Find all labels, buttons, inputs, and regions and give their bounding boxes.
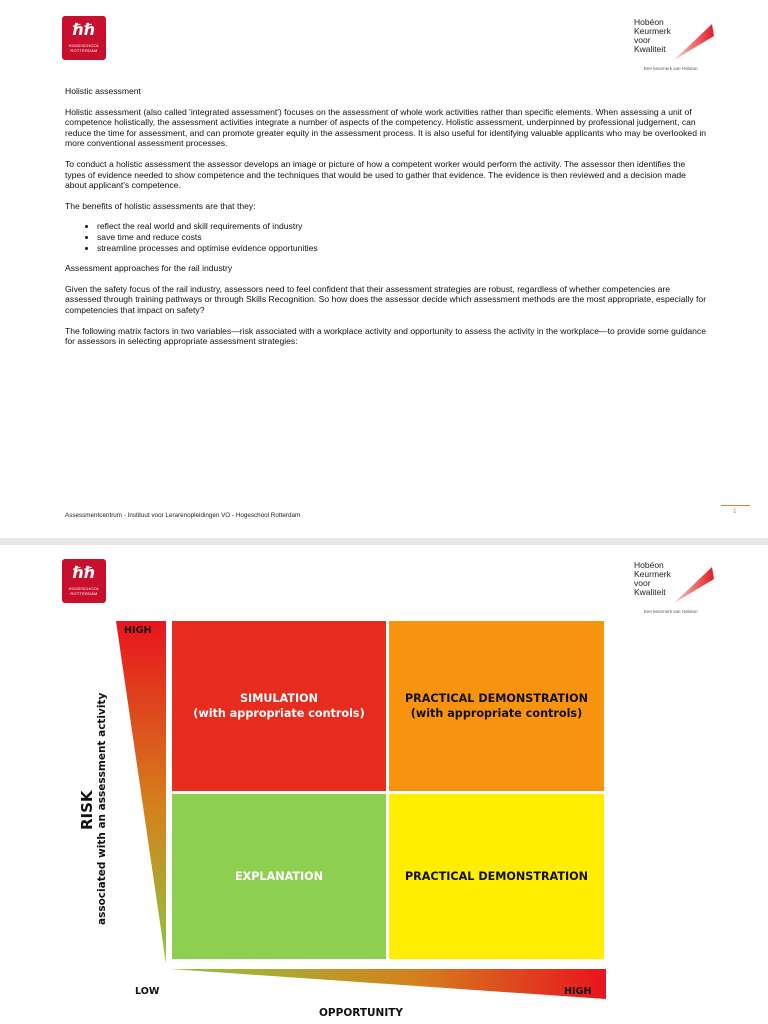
risk-high-label: HIGH [124,625,152,636]
hogeschool-rotterdam-logo: ℏℏ HOGESCHOOL ROTTERDAM [62,559,106,603]
opportunity-axis-wedge [170,969,606,999]
list-item: • streamline processes and optimise evidence opportunities [97,243,707,254]
document-body [65,86,707,357]
page-separator [0,538,768,545]
page-number-rule [721,505,750,506]
risk-sublabel: associated with an assessment activity [96,692,108,925]
risk-axis-wedge [116,621,166,964]
risk-axis-title [56,692,108,925]
hogeschool-rotterdam-logo: ℏℏ HOGESCHOOL ROTTERDAM [62,16,106,60]
page-number: 1 [733,508,737,515]
hobeon-logo: Hobéon Keurmerk voor Kwaliteit Een keurmerk van Hobéon [634,559,714,615]
assessment-matrix [0,545,768,1024]
paragraph: The benefits of holistic assessments are that they: [65,200,256,211]
simulation-cell: SIMULATION (with appropriate controls) [172,621,386,791]
risk-label: RISK [78,790,96,830]
document-page-2 [0,545,768,1024]
logo-mark-icon: ℏℏ [72,563,96,582]
practical-demonstration-controls-cell: PRACTICAL DEMONSTRATION (with appropriate controls) [389,621,604,791]
paragraph: Holistic assessment (also called 'integrated assessment') focuses on the assessment of whole work activities rather than specific elements. When assessing a unit of competence holistically, the assessment activities integrate a number of aspects of the competency. Holistic assessment, underpinned by professional judgement, can reduce the time for assessment, and can promote greater equity in the assessment process. It is also useful for identifying valuable applicants who may be overlooked in more conventional assessment processes. [65,106,707,149]
opportunity-axis-title: OPPORTUNITY [319,1007,404,1019]
benefits-list [65,221,707,253]
logo-mark-icon: ℏℏ [72,20,96,39]
explanation-cell: EXPLANATION [172,794,386,959]
practical-demonstration-cell: PRACTICAL DEMONSTRATION [389,794,604,959]
paragraph: Given the safety focus of the rail industry, assessors need to feel confident that their assessment strategies are robust, regardless of whether competencies are assessed through training pathways or through Skills Recognition. So how does the assessor decide which assessment methods are the most appropriate, especially for competencies that impact on safety? [65,283,707,315]
page-footer: Assessmentcentrum - Instituut voor Lerarenopleidingen VO - Hogeschool Rotterdam [65,512,301,519]
paragraph: To conduct a holistic assessment the assessor develops an image or picture of how a competent worker would perform the activity. The assessor then identifies the types of evidence needed to show competence and the techniques that would be used to gather that evidence. The evidence is then reviewed and a decision made about applicant's competence. [65,158,686,191]
paragraph: The following matrix factors in two variables—risk associated with a workplace activity and opportunity to assess the activity in the workplace—to provide some guidance for assessors in selecting appropriate assessment strategies: [65,325,707,347]
opportunity-high-label: HIGH [564,986,592,997]
hobeon-logo: Hobéon Keurmerk voor Kwaliteit Een keurmerk van Hobéon [634,16,714,72]
section-heading: Assessment approaches for the rail industry [65,263,233,274]
list-item: • reflect the real world and skill requirements of industry [97,221,707,232]
opportunity-low-label: LOW [135,986,160,997]
section-heading: Holistic assessment [65,86,141,96]
list-item: • save time and reduce costs [97,232,707,243]
